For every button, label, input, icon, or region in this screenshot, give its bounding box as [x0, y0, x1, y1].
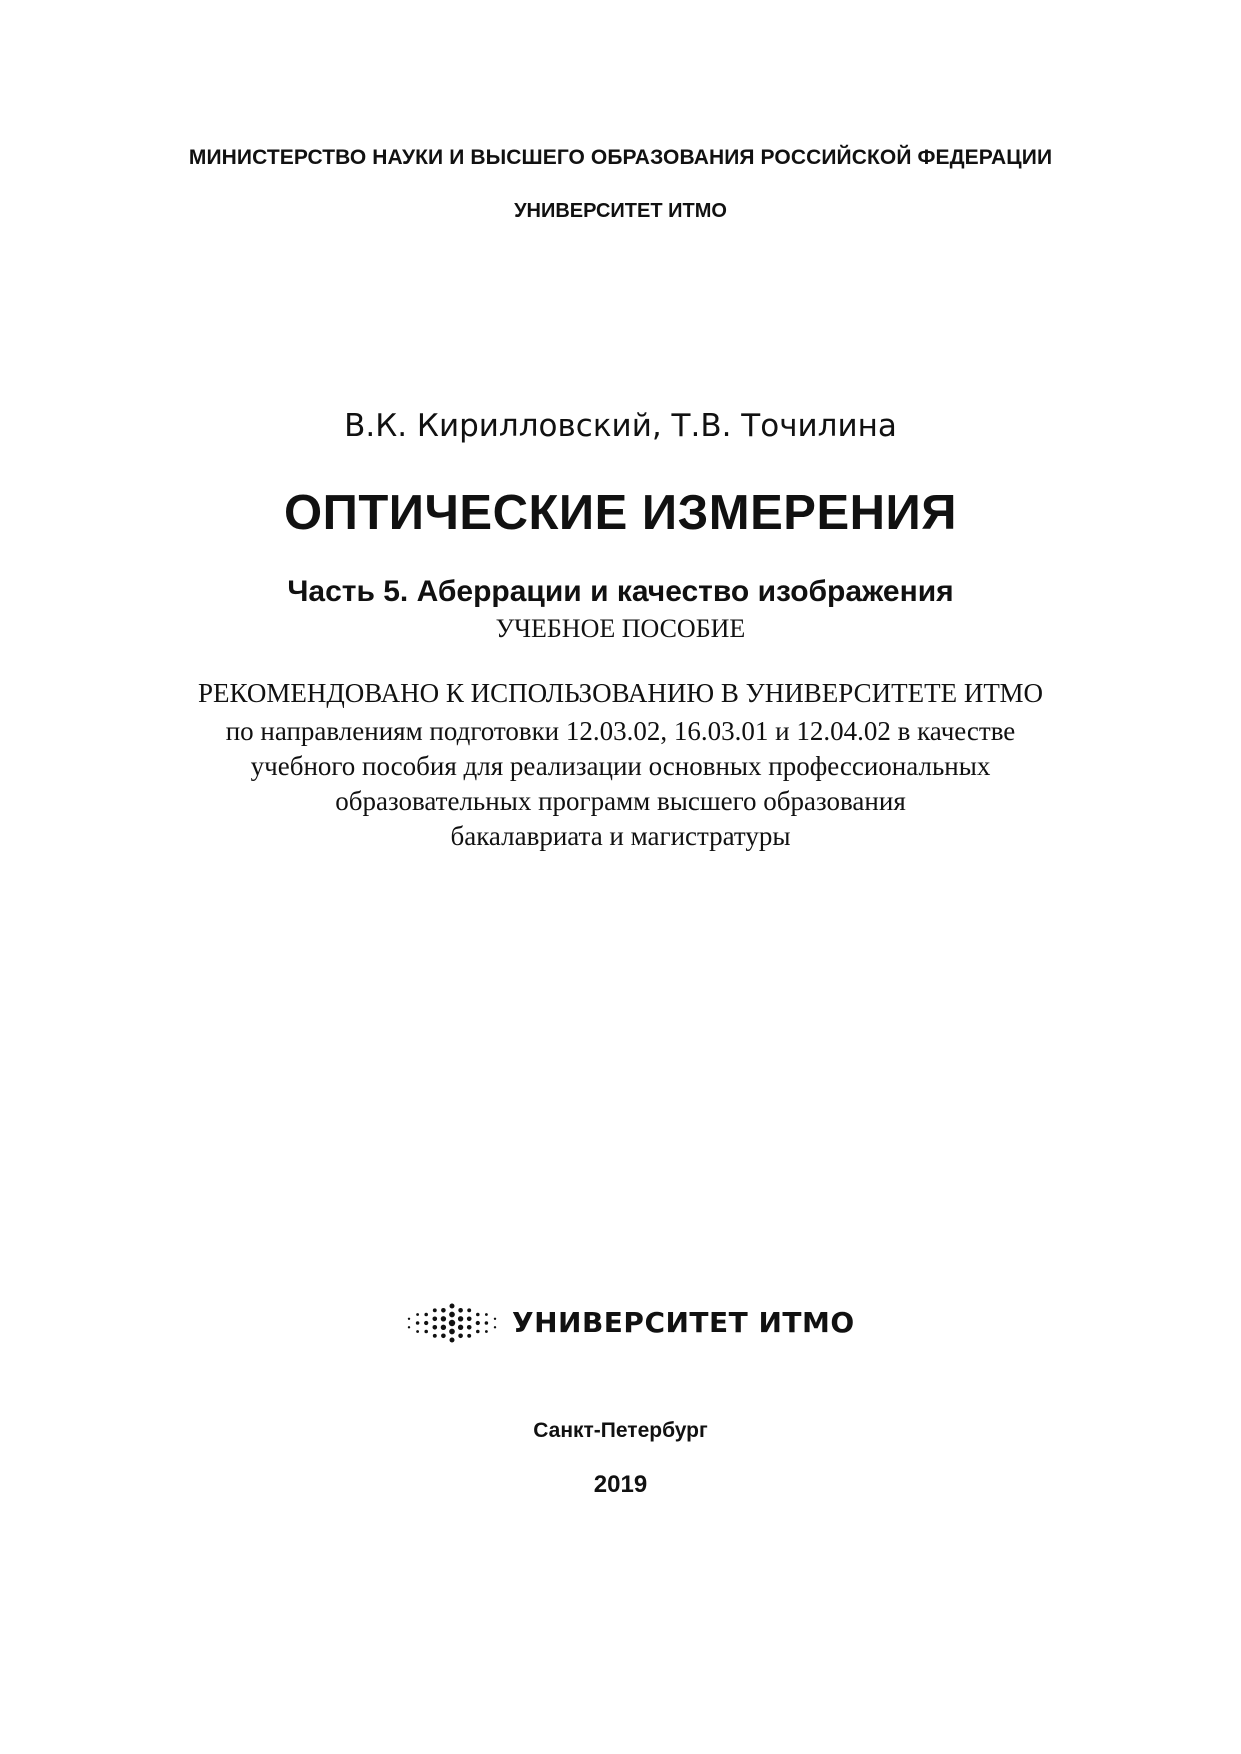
logo-dot	[458, 1308, 463, 1313]
logo-dot	[416, 1321, 420, 1325]
logo-dot	[441, 1325, 446, 1330]
logo-dot	[458, 1325, 463, 1330]
logo-dot	[424, 1313, 428, 1317]
logo-dot	[450, 1338, 455, 1343]
logo-dot	[467, 1334, 471, 1338]
logo-dot	[485, 1330, 488, 1333]
logo-dot	[494, 1318, 496, 1320]
university-logo	[404, 1295, 855, 1351]
logo-dot	[441, 1333, 446, 1338]
logo-dot	[424, 1330, 428, 1334]
year: 2019	[593, 1471, 648, 1498]
logo-dot	[449, 1320, 455, 1326]
logo-dot	[408, 1326, 410, 1328]
authors: В.К. Кирилловский, Т.В. Точилина	[344, 408, 897, 444]
logo-dot	[467, 1325, 472, 1330]
logo-dot	[441, 1308, 446, 1313]
logo-dot	[450, 1304, 455, 1309]
logo-dot	[433, 1308, 437, 1312]
logo-dot	[432, 1325, 437, 1330]
university-heading: УНИВЕРСИТЕТ ИТМО	[514, 200, 727, 222]
book-title: ОПТИЧЕСКИЕ ИЗМЕРЕНИЯ	[283, 486, 957, 540]
logo-dot	[458, 1316, 463, 1321]
logo-dot	[467, 1308, 471, 1312]
recommendation-line: образовательных программ высшего образования	[335, 786, 906, 816]
recommendation-heading: РЕКОМЕНДОВАНО К ИСПОЛЬЗОВАНИЮ В УНИВЕРСИТЕТЕ ИТМО	[198, 678, 1043, 708]
logo-dot	[467, 1316, 472, 1321]
itmo-dots-logo-icon	[404, 1295, 504, 1351]
logo-dot	[476, 1321, 480, 1325]
logo-dot	[416, 1330, 419, 1333]
recommendation-line: бакалавриата и магистратуры	[450, 821, 791, 851]
logo-dot	[485, 1321, 489, 1325]
logo-dot	[458, 1333, 463, 1338]
logo-dot	[449, 1329, 455, 1335]
document-type: УЧЕБНОЕ ПОСОБИЕ	[495, 614, 746, 643]
logo-dot	[408, 1318, 410, 1320]
logo-dot	[476, 1330, 480, 1334]
logo-dot	[424, 1321, 428, 1325]
city: Санкт-Петербург	[533, 1419, 708, 1442]
recommendation-line: учебного пособия для реализации основных профессиональных	[250, 751, 991, 781]
logo-dot	[494, 1326, 496, 1328]
logo-dot	[449, 1312, 455, 1318]
ministry-heading: МИНИСТЕРСТВО НАУКИ И ВЫСШЕГО ОБРАЗОВАНИЯ РОССИЙСКОЙ ФЕДЕРАЦИИ	[188, 146, 1053, 169]
logo-dot	[476, 1313, 480, 1317]
logo-dot	[432, 1316, 437, 1321]
logo-text: УНИВЕРСИТЕТ ИТМО	[512, 1306, 855, 1339]
logo-dot	[433, 1334, 437, 1338]
logo-dot	[416, 1313, 419, 1316]
book-subtitle: Часть 5. Аберрации и качество изображения	[287, 575, 954, 608]
logo-dot	[441, 1316, 446, 1321]
recommendation-line: по направлениям подготовки 12.03.02, 16.03.01 и 12.04.02 в качестве	[225, 716, 1016, 746]
logo-dot	[485, 1313, 488, 1316]
